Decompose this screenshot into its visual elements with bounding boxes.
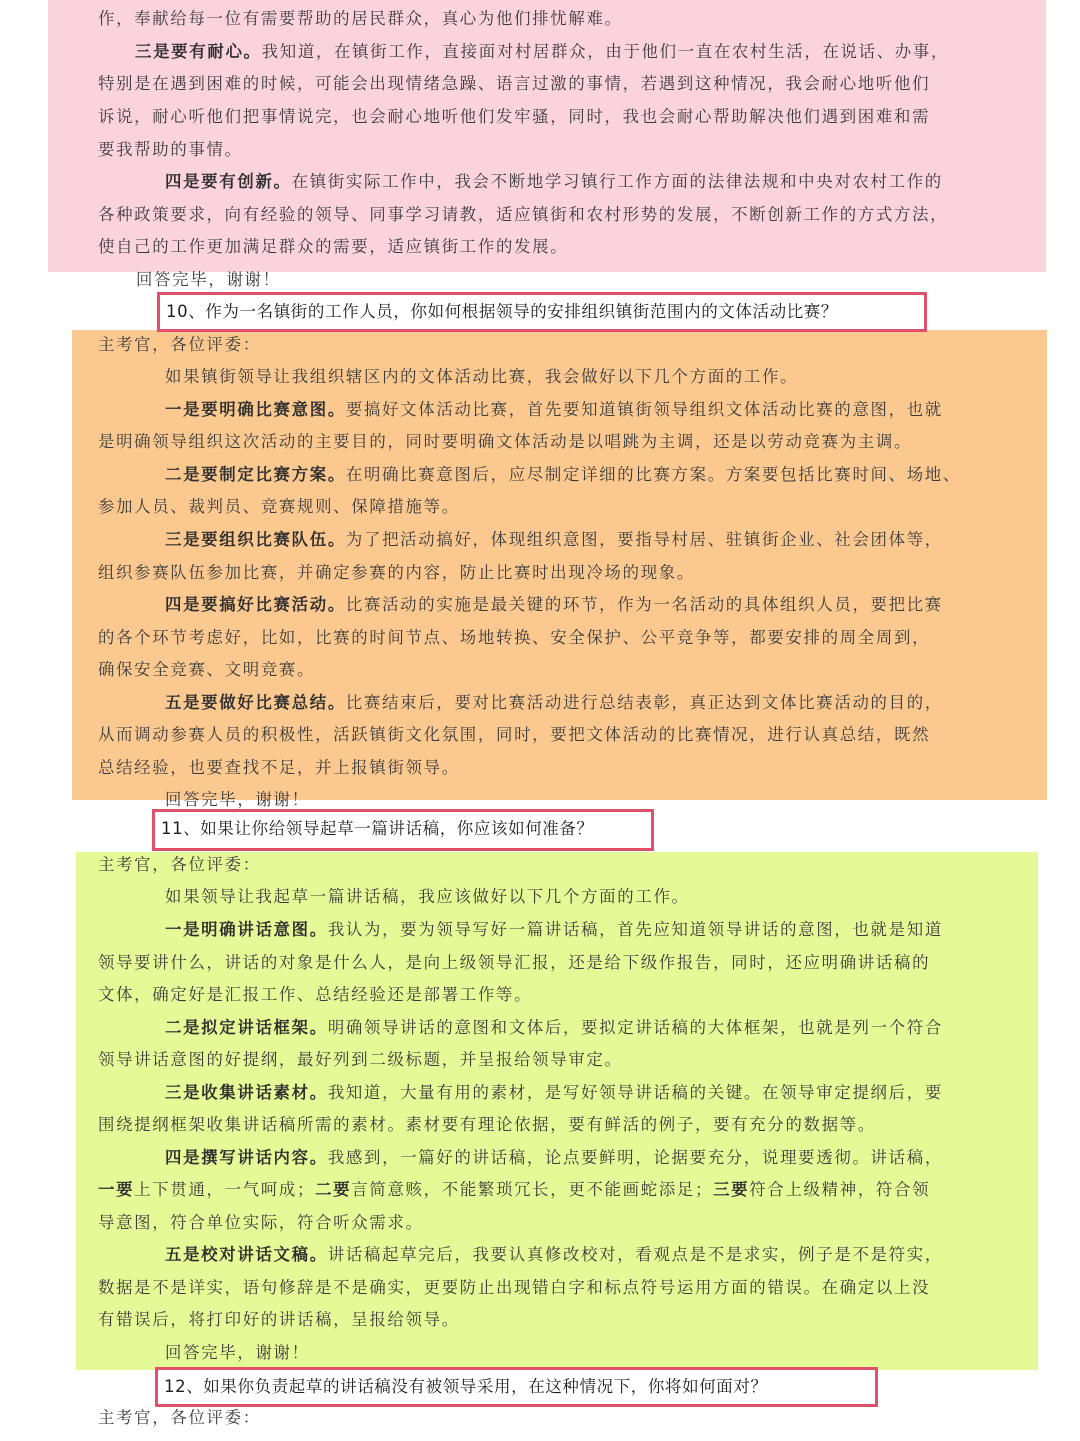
question-title-11: 11、如果让你给领导起草一篇讲话稿，你应该如何准备？	[152, 809, 654, 851]
text-line: 三是要有耐心。我知道，在镇街工作，直接面对村居群众，由于他们一直在农村生活，在说话、办事，	[135, 42, 950, 61]
question-title-12: 12、如果你负责起草的讲话稿没有被领导采用，在这种情况下，你将如何面对？	[155, 1367, 878, 1407]
point-heading: 一是明确讲话意图。	[165, 920, 328, 939]
closing-text: 回答完毕，谢谢！	[165, 790, 310, 809]
point-heading: 五是要做好比赛总结。	[165, 693, 346, 712]
text-line: 是明确领导组织这次活动的主要目的，同时要明确文体活动是以唱跳为主调，还是以劳动竞赛为主调。	[98, 432, 913, 451]
text-line: 四是要有创新。在镇街实际工作中，我会不断地学习镇行工作方面的法律法规和中央对农村工作的	[165, 172, 943, 191]
text-line: 围绕提纲框架收集讲话稿所需的素材。素材要有理论依据，要有鲜活的例子，要有充分的数据等。	[98, 1115, 876, 1134]
text-line: 特别是在遇到困难的时候，可能会出现情绪急躁、语言过激的事情，若遇到这种情况，我会耐心地听他们	[98, 74, 931, 93]
text-line: 文体，确定好是汇报工作、总结经验还是部署工作等。	[98, 985, 533, 1004]
text-line: 数据是不是详实，语句修辞是不是确实，更要防止出现错白字和标点符号运用方面的错误。在确定以上没	[98, 1278, 931, 1297]
text-line: 二是拟定讲话框架。明确领导讲话的意图和文体后，要拟定讲话稿的大体框架，也就是列一个符合	[165, 1018, 943, 1037]
text-line: 有错误后，将打印好的讲话稿，呈报给领导。	[98, 1310, 460, 1329]
point-heading: 三是要组织比赛队伍。	[165, 530, 346, 549]
text-line: 要我帮助的事情。	[98, 140, 243, 159]
text-line: 诉说，耐心听他们把事情说完，也会耐心地听他们发牢骚，同时，我也会耐心帮助解决他们遇到困难和需	[98, 107, 931, 126]
text-line: 如果领导让我起草一篇讲话稿，我应该做好以下几个方面的工作。	[165, 887, 690, 906]
point-heading: 二是拟定讲话框架。	[165, 1018, 328, 1037]
text-line: 一是要明确比赛意图。要搞好文体活动比赛，首先要知道镇街领导组织文体活动比赛的意图，也就	[165, 400, 943, 419]
closing-text: 回答完毕，谢谢！	[165, 1343, 310, 1362]
question-title-10: 10、作为一名镇街的工作人员，你如何根据领导的安排组织镇街范围内的文体活动比赛？	[157, 292, 927, 332]
text-line: 领导讲话意图的好提纲，最好列到二级标题，并呈报给领导审定。	[98, 1050, 623, 1069]
text-line: 总结经验，也要查找不足，并上报镇街领导。	[98, 758, 460, 777]
greeting-text: 主考官，各位评委：	[98, 335, 261, 354]
text-line: 三是收集讲话素材。我知道，大量有用的素材，是写好领导讲话稿的关键。在领导审定提纲后，要	[165, 1083, 943, 1102]
text-line: 参加人员、裁判员、竞赛规则、保障措施等。	[98, 497, 460, 516]
point-heading: 二是要制定比赛方案。	[165, 465, 346, 484]
text-line: 使自己的工作更加满足群众的需要，适应镇街工作的发展。	[98, 237, 569, 256]
text-line: 五是校对讲话文稿。讲话稿起草完后，我要认真修改校对，看观点是不是求实，例子是不是符实，	[165, 1245, 943, 1264]
text-line: 如果镇街领导让我组织辖区内的文体活动比赛，我会做好以下几个方面的工作。	[165, 367, 799, 386]
text-line: 作，奉献给每一位有需要帮助的居民群众，真心为他们排忧解难。	[98, 9, 623, 28]
point-heading: 三是收集讲话素材。	[165, 1083, 328, 1102]
text-line: 领导要讲什么，讲话的对象是什么人，是向上级领导汇报，还是给下级作报告，同时，还应明确讲话稿的	[98, 953, 931, 972]
greeting-text: 主考官，各位评委：	[98, 1408, 261, 1427]
text-line: 各种政策要求，向有经验的领导、同事学习请教，适应镇街和农村形势的发展，不断创新工作的方式方法，	[98, 205, 949, 224]
text-line: 四是要搞好比赛活动。比赛活动的实施是最关键的环节，作为一名活动的具体组织人员，要把比赛	[165, 595, 943, 614]
text-line: 导意图，符合单位实际，符合听众需求。	[98, 1213, 424, 1232]
text-line: 的各个环节考虑好，比如，比赛的时间节点、场地转换、安全保护、公平竞争等，都要安排的周全周到，	[98, 628, 931, 647]
text-line: 一要上下贯通，一气呵成；二要言简意赅，不能繁琐冗长，更不能画蛇添足；三要符合上级精神，符合领	[98, 1180, 931, 1199]
text-line: 一是明确讲话意图。我认为，要为领导写好一篇讲话稿，首先应知道领导讲话的意图，也就是知道	[165, 920, 943, 939]
highlight-band-q9	[48, 0, 1046, 272]
text-line: 组织参赛队伍参加比赛，并确定参赛的内容，防止比赛时出现冷场的现象。	[98, 563, 695, 582]
greeting-text: 主考官，各位评委：	[98, 855, 261, 874]
text-line: 四是撰写讲话内容。我感到，一篇好的讲话稿，论点要鲜明，论据要充分，说理要透彻。讲话稿，	[165, 1148, 943, 1167]
text-line: 确保安全竞赛、文明竞赛。	[98, 660, 316, 679]
text-line: 二是要制定比赛方案。在明确比赛意图后，应尽制定详细的比赛方案。方案要包括比赛时间、场地、	[165, 465, 961, 484]
text-line: 五是要做好比赛总结。比赛结束后，要对比赛活动进行总结表彰，真正达到文体比赛活动的目的，	[165, 693, 943, 712]
point-heading: 五是校对讲话文稿。	[165, 1245, 328, 1264]
point-heading: 四是撰写讲话内容。	[165, 1148, 328, 1167]
point-heading: 四是要搞好比赛活动。	[165, 595, 346, 614]
text-line: 从而调动参赛人员的积极性，活跃镇街文化氛围，同时，要把文体活动的比赛情况，进行认真总结，既然	[98, 725, 931, 744]
closing-text: 回答完毕，谢谢！	[136, 270, 281, 289]
point-heading: 四是要有创新。	[165, 172, 292, 191]
point-heading: 一是要明确比赛意图。	[165, 400, 346, 419]
text-line: 三是要组织比赛队伍。为了把活动搞好，体现组织意图，要指导村居、驻镇街企业、社会团体等，	[165, 530, 943, 549]
point-heading: 三是要有耐心。	[135, 42, 262, 61]
